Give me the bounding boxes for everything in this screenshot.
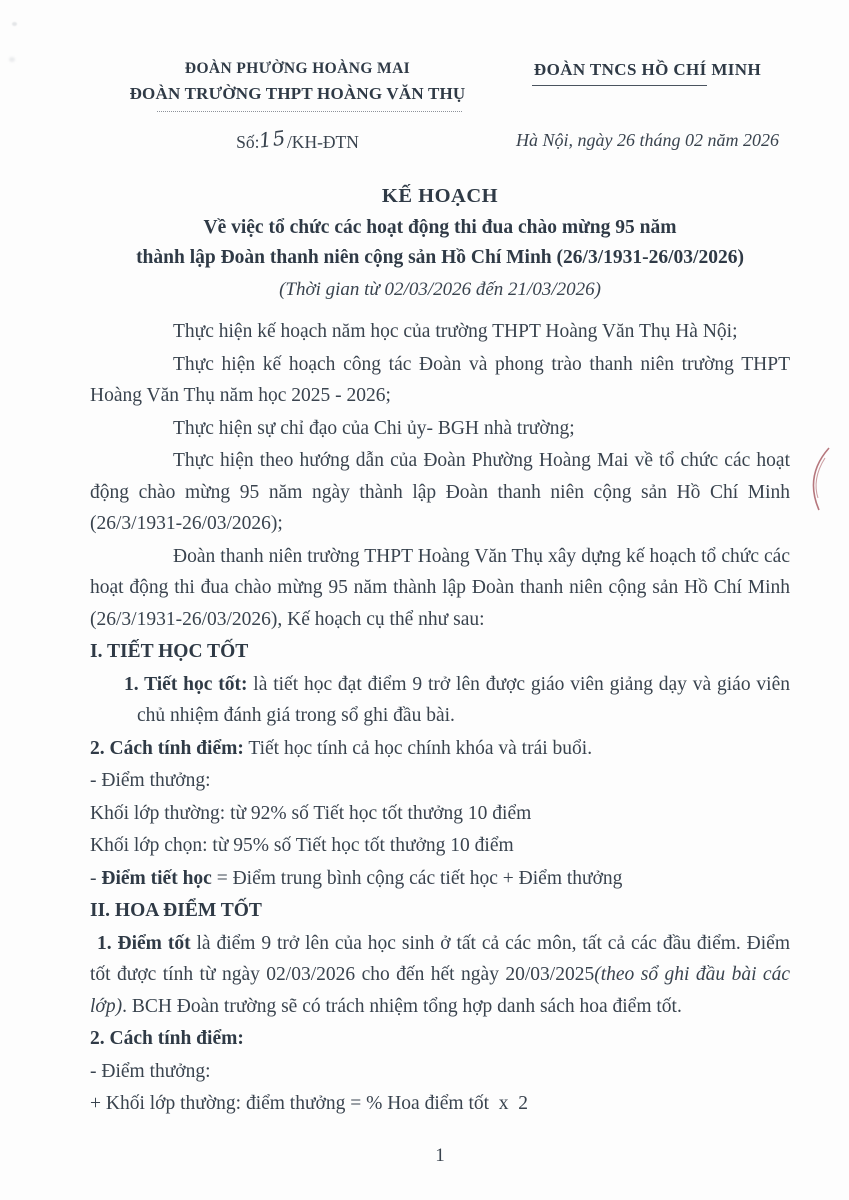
union-org-name: ĐOÀN TNCS HỒ CHÍ MINH — [533, 60, 762, 79]
scan-speck — [12, 22, 17, 26]
document-subtitle-line1: Về việc tổ chức các hoạt động thi đua chào mừng 95 năm — [203, 217, 677, 238]
item-text: Tiết học tính cả học chính khóa và trái buổi. — [243, 737, 593, 759]
document-number-prefix: Số: — [236, 132, 260, 152]
item-text: . BCH Đoàn trường sẽ có trách nhiệm tổng hợp danh sách hoa điểm tốt. — [122, 995, 682, 1017]
preamble-paragraph: Thực hiện theo hướng dẫn của Đoàn Phường Hoàng Mai về tổ chức các hoạt động chào mừng 95 năm ngày thành lập Đoàn thanh niên cộng sản Hồ Chí Minh (26/3/1931-26/03/2026); — [90, 450, 790, 534]
item-label: 1. Điểm tốt — [97, 932, 191, 954]
document-number-suffix: /KH-ĐTN — [286, 132, 359, 152]
section-2-item-1 — [90, 928, 790, 1023]
score-formula — [90, 863, 790, 895]
union-motto-block — [505, 58, 790, 153]
page-number: 1 — [435, 1145, 445, 1166]
formula-dash: - — [90, 867, 102, 889]
preamble-paragraph: Thực hiện sự chỉ đạo của Chi ủy- BGH nhà trường; — [173, 417, 575, 439]
time-range-note: (Thời gian từ 02/03/2026 đến 21/03/2026) — [279, 279, 601, 300]
preamble-paragraph: Thực hiện kế hoạch năm học của trường THPT Hoàng Văn Thụ Hà Nội; — [173, 321, 738, 342]
org-divider-rule — [157, 111, 462, 112]
item-text: là điểm 9 trở lên của học sinh ở tất cả các môn, tất cả các đầu điểm. Điểm tốt được tính từ ngày 02/03/2026 cho đến hết ngày 20/03/2025 — [90, 932, 791, 985]
place-and-date: Hà Nội, ngày 26 tháng 02 năm 2026 — [516, 130, 779, 150]
section-1-item-1 — [90, 669, 790, 732]
document-subtitle-line2: thành lập Đoàn thanh niên cộng sản Hồ Chí Minh (26/3/1931-26/03/2026) — [136, 247, 744, 268]
document-number — [90, 125, 505, 153]
bonus-rule-regular-classes: Khối lớp thường: từ 92% số Tiết học tốt thưởng 10 điểm — [90, 802, 532, 824]
issuing-org-name: ĐOÀN TRƯỜNG THPT HOÀNG VĂN THỤ — [129, 84, 466, 103]
item-label: 1. Tiết học tốt: — [124, 673, 248, 695]
bonus-points-label: - Điểm thưởng: — [90, 1060, 211, 1082]
issuing-org-block — [90, 58, 505, 153]
item-label: 2. Cách tính điểm: — [90, 737, 244, 759]
document-title: KẾ HOẠCH — [381, 185, 499, 207]
section-2-heading: II. HOA ĐIỂM TỐT — [90, 900, 262, 921]
union-divider-rule — [532, 85, 707, 86]
document-body — [90, 316, 790, 1120]
bonus-points-label: - Điểm thưởng: — [90, 770, 211, 791]
formula-label: Điểm tiết học — [101, 867, 212, 889]
document-header — [90, 58, 790, 153]
margin-mark-icon — [798, 442, 838, 516]
scan-speck — [9, 57, 15, 62]
preamble-paragraph: Thực hiện kế hoạch công tác Đoàn và phong trào thanh niên trường THPT Hoàng Văn Thụ năm học 2025 - 2026; — [90, 353, 790, 406]
item-text: là tiết học đạt điểm 9 trở lên được giáo viên giảng dạy và giáo viên chủ nhiệm đánh giá trong sổ ghi đầu bài. — [137, 673, 790, 726]
document-title-block — [90, 183, 790, 303]
preamble-paragraph: Đoàn thanh niên trường THPT Hoàng Văn Thụ xây dựng kế hoạch tổ chức các hoạt động thi đua chào mừng 95 năm thành lập Đoàn thanh niên cộng sản Hồ Chí Minh (26/3/1931-26/03/2026), Kế hoạch cụ thể như sau: — [90, 545, 790, 630]
item-text-italic: (theo sổ ghi đầu bài các lớp) — [90, 964, 790, 1017]
section-1-heading: I. TIẾT HỌC TỐT — [90, 641, 249, 662]
bonus-rule-regular-classes: + Khối lớp thường: điểm thưởng = % Hoa điểm tốt x 2 — [90, 1093, 529, 1114]
parent-org-name: ĐOÀN PHƯỜNG HOÀNG MAI — [184, 60, 411, 77]
section-2-item-2-label: 2. Cách tính điểm: — [90, 1028, 244, 1049]
section-1-item-2 — [90, 733, 790, 765]
formula-text: = Điểm trung bình cộng các tiết học + Điểm thưởng — [211, 867, 623, 889]
bonus-rule-selective-classes: Khối lớp chọn: từ 95% số Tiết học tốt thưởng 10 điểm — [90, 835, 514, 856]
handwritten-number: 15 — [257, 125, 289, 153]
